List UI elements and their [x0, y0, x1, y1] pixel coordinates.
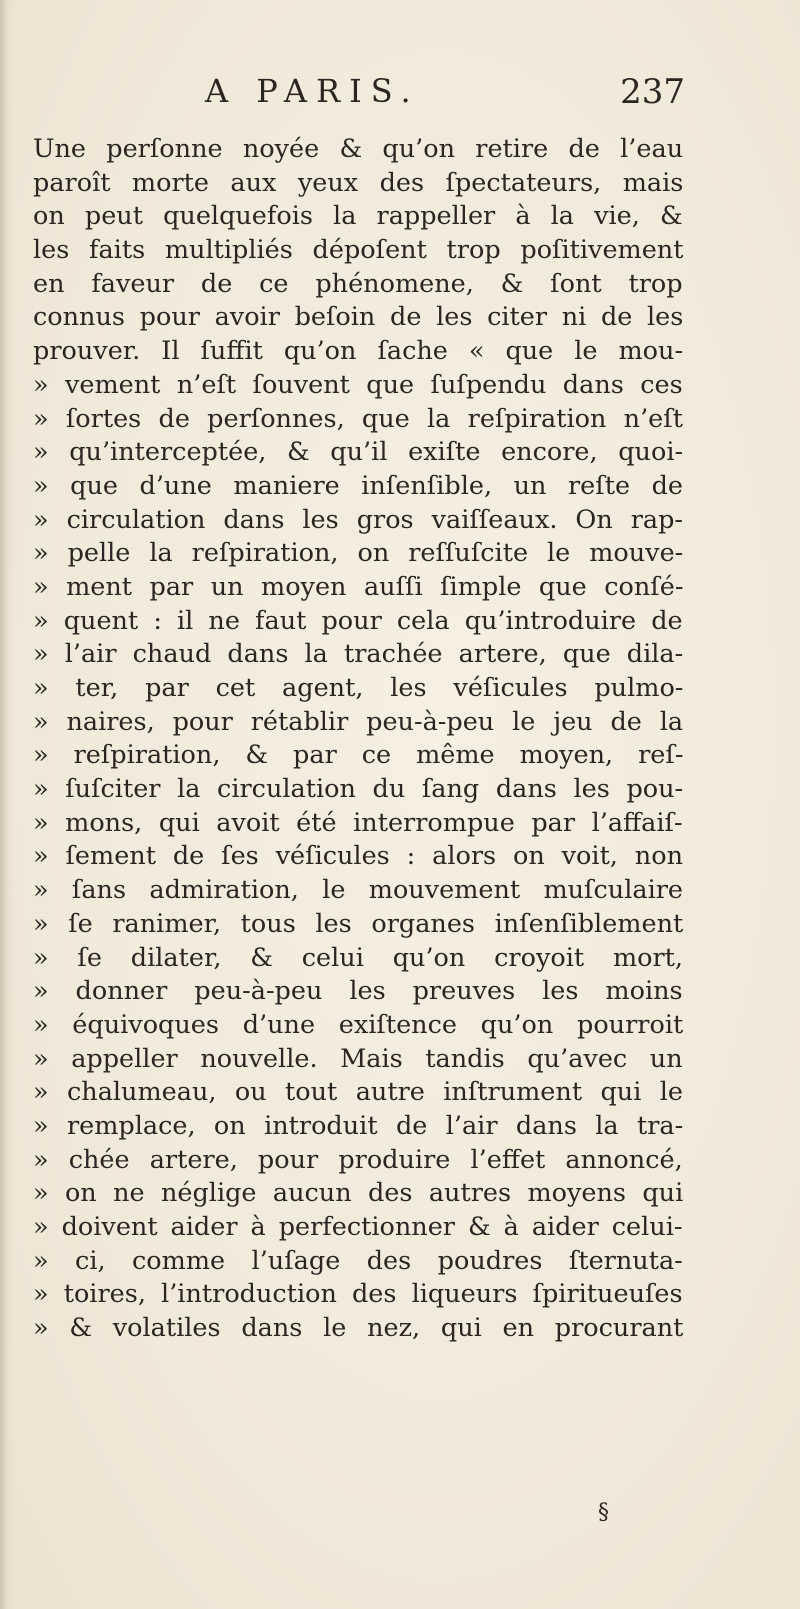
text-line: » équivoques d’une exiſtence qu’on pourroit [33, 1009, 683, 1040]
footer-mark: § [598, 1500, 609, 1525]
text-line: » & volatiles dans le nez, qui en procurant [33, 1313, 683, 1344]
text-line: » donner peu-à-peu les preuves les moins [33, 976, 683, 1007]
text-line: » ter, par cet agent, les véſicules pulmo- [33, 673, 683, 703]
text-line: » circulation dans les gros vaiſſeaux. On rap- [33, 504, 683, 535]
text-line: » chalumeau, ou tout autre inſtrument qui le [33, 1077, 683, 1108]
text-line: connus pour avoir beſoin de les citer ni de les [33, 302, 683, 333]
text-line: » appeller nouvelle. Mais tandis qu’avec un [33, 1043, 683, 1074]
text-line: » ſe ranimer, tous les organes inſenſiblement [33, 908, 683, 939]
page-header [205, 72, 685, 122]
text-line: » ſe dilater, & celui qu’on croyoit mort, [33, 942, 683, 973]
text-line: » ſortes de perſonnes, que la reſpiration n’eſt [33, 403, 683, 434]
text-line: » l’air chaud dans la trachée artere, que dila- [33, 639, 683, 670]
body-text [33, 133, 683, 1346]
text-line: » pelle la reſpiration, on reſſuſcite le mouve- [33, 538, 683, 569]
page-number: 237 [620, 72, 685, 112]
page-binding-edge [0, 0, 14, 1609]
text-line: » reſpiration, & par ce même moyen, reſ- [33, 740, 683, 771]
text-line: » on ne néglige aucun des autres moyens qui [33, 1178, 683, 1209]
text-line: on peut quelquefois la rappeller à la vie, & [33, 201, 683, 232]
text-line: » ci, comme l’uſage des poudres ſternuta- [33, 1245, 683, 1276]
text-line: » ſement de ſes véſicules : alors on voit, non [33, 841, 683, 872]
text-line: » remplace, on introduit de l’air dans la tra- [33, 1110, 683, 1141]
text-line: » quent : il ne faut pour cela qu’introduire de [33, 605, 683, 636]
text-line: » ment par un moyen auſſi ſimple que conſé- [33, 571, 683, 602]
text-line: » doivent aider à perfectionner & à aider celui- [33, 1212, 683, 1242]
text-line: les faits multipliés dépoſent trop poſitivement [33, 235, 683, 266]
text-line: paroît morte aux yeux des ſpectateurs, mais [33, 167, 683, 198]
text-line: Une perſonne noyée & qu’on retire de l’eau [33, 134, 683, 164]
running-head: A PARIS. [205, 72, 420, 110]
text-line: en faveur de ce phénomene, & ſont trop [33, 268, 683, 299]
text-line: » naires, pour rétablir peu-à-peu le jeu de la [33, 706, 683, 737]
text-line: » ſuſciter la circulation du ſang dans les pou- [33, 774, 683, 805]
text-line: » ſans admiration, le mouvement muſculaire [33, 875, 683, 906]
text-line: » toires, l’introduction des liqueurs ſpiritueuſes [33, 1279, 683, 1310]
text-line: prouver. Il ſuffit qu’on ſache « que le mou- [33, 336, 683, 367]
text-line: » chée artere, pour produire l’effet annoncé, [33, 1144, 683, 1175]
text-line: » qu’interceptée, & qu’il exiſte encore, quoi- [33, 437, 683, 468]
text-line: » que d’une maniere inſenſible, un reſte de [33, 470, 683, 501]
text-line: » mons, qui avoit été interrompue par l’affaiſ- [33, 807, 683, 838]
text-line: » vement n’eſt ſouvent que ſuſpendu dans ces [33, 369, 683, 400]
